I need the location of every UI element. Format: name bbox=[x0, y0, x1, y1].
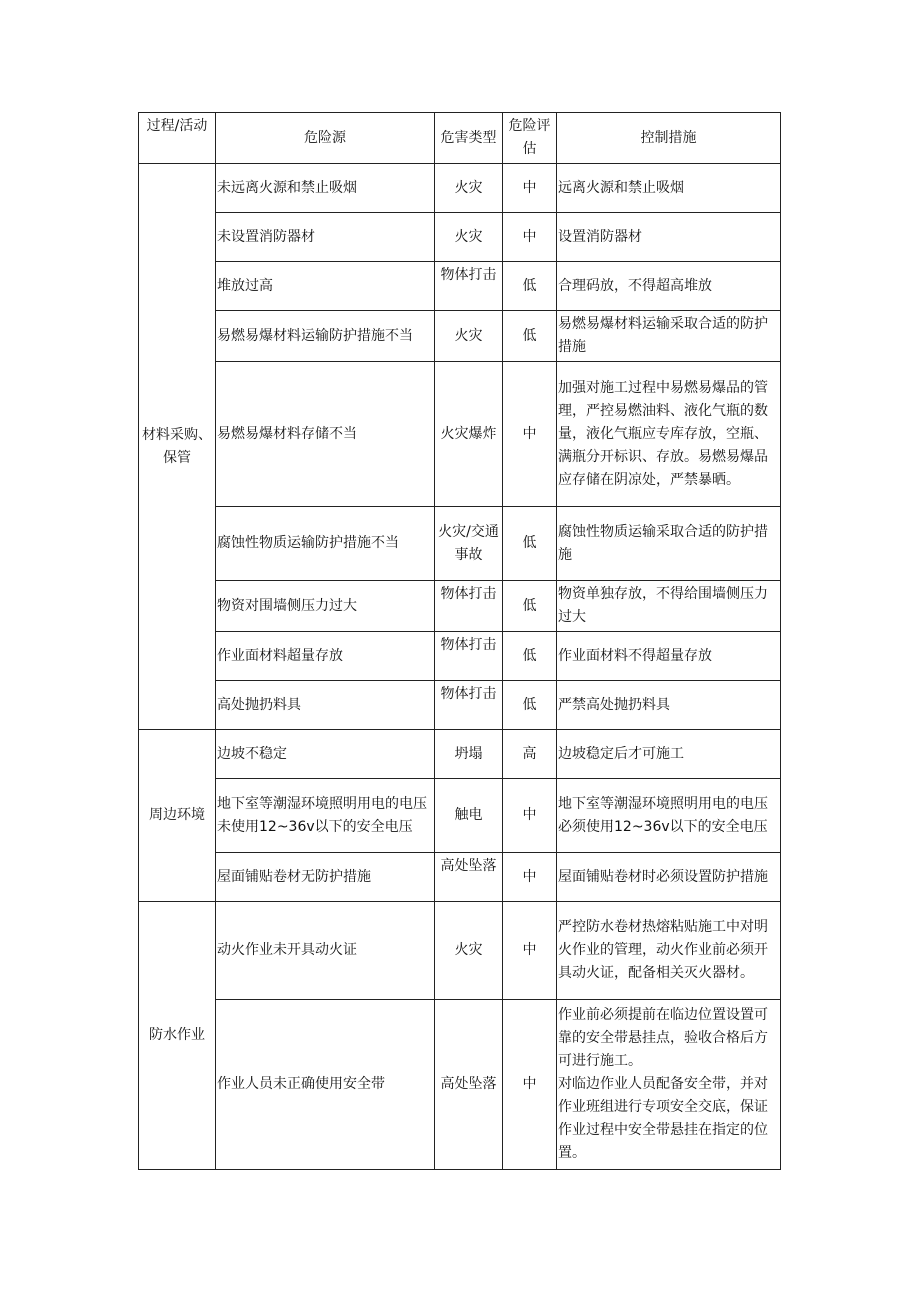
hazard-cell: 腐蚀性物质运输防护措施不当 bbox=[216, 507, 435, 581]
process-cell: 周边环境 bbox=[139, 730, 216, 902]
control-measure-cell bbox=[557, 779, 781, 853]
hazard-cell: 未设置消防器材 bbox=[216, 213, 435, 262]
hazard-cell: 堆放过高 bbox=[216, 262, 435, 311]
control-measure-text: 严禁高处抛扔料具 bbox=[558, 696, 670, 713]
risk-assessment-table bbox=[138, 112, 781, 1170]
risk-level-cell: 低 bbox=[503, 507, 557, 581]
hazard-cell: 边坡不稳定 bbox=[216, 730, 435, 779]
control-measure-text: 地下室等潮湿环境照明用电的电压必须使用12~36v以下的安全电压 bbox=[558, 795, 768, 835]
control-measure-cell bbox=[557, 262, 781, 311]
hazard-type-cell: 触电 bbox=[435, 779, 503, 853]
hazard-cell: 地下室等潮湿环境照明用电的电压未使用12~36v以下的安全电压 bbox=[216, 779, 435, 853]
risk-level-cell: 中 bbox=[503, 362, 557, 507]
header-row bbox=[139, 113, 781, 164]
control-measure-text: 腐蚀性物质运输采取合适的防护措施 bbox=[558, 523, 768, 563]
hazard-type-cell: 火灾 bbox=[435, 164, 503, 213]
header-control: 控制措施 bbox=[557, 113, 781, 164]
header-type: 危害类型 bbox=[435, 113, 503, 164]
control-measure-cell bbox=[557, 681, 781, 730]
hazard-cell: 高处抛扔料具 bbox=[216, 681, 435, 730]
process-cell: 材料采购、保管 bbox=[139, 164, 216, 730]
control-measure-cell bbox=[557, 362, 781, 507]
control-measure-text: 严控防水卷材热熔粘贴施工中对明火作业的管理，动火作业前必须开具动火证，配备相关灭火器材。 bbox=[558, 919, 768, 981]
control-measure-text: 易燃易爆材料运输采取合适的防护措施 bbox=[558, 316, 768, 355]
hazard-type-cell: 物体打击 bbox=[435, 681, 503, 730]
table-row bbox=[139, 311, 781, 362]
control-measure-text: 设置消防器材 bbox=[558, 228, 642, 245]
control-measure-cell bbox=[557, 1000, 781, 1170]
control-measure-text: 对临边作业人员配备安全带，并对作业班组进行专项安全交底，保证作业过程中安全带悬挂在指定的位置。 bbox=[558, 1076, 768, 1161]
table-body bbox=[139, 164, 781, 1170]
hazard-type-cell: 坍塌 bbox=[435, 730, 503, 779]
hazard-type-cell: 物体打击 bbox=[435, 581, 503, 632]
table-row bbox=[139, 902, 781, 1000]
table-row bbox=[139, 779, 781, 853]
header-process: 过程/活动 bbox=[139, 113, 216, 164]
table-row bbox=[139, 507, 781, 581]
process-cell: 防水作业 bbox=[139, 902, 216, 1170]
risk-level-cell: 高 bbox=[503, 730, 557, 779]
hazard-type-cell: 物体打击 bbox=[435, 632, 503, 681]
table-row bbox=[139, 1000, 781, 1170]
hazard-type-cell: 高处坠落 bbox=[435, 1000, 503, 1170]
control-measure-cell bbox=[557, 507, 781, 581]
hazard-type-cell: 物体打击 bbox=[435, 262, 503, 311]
control-measure-text: 物资单独存放，不得给围墙侧压力过大 bbox=[558, 586, 768, 625]
table-row bbox=[139, 730, 781, 779]
hazard-cell: 物资对围墙侧压力过大 bbox=[216, 581, 435, 632]
control-measure-cell bbox=[557, 902, 781, 1000]
control-measure-text: 加强对施工过程中易燃易爆品的管理，严控易燃油料、液化气瓶的数量，液化气瓶应专库存放，空瓶、满瓶分开标识、存放。易燃易爆品应存储在阴凉处，严禁暴晒。 bbox=[558, 379, 768, 488]
control-measure-cell bbox=[557, 164, 781, 213]
risk-level-cell: 中 bbox=[503, 902, 557, 1000]
control-measure-text: 边坡稳定后才可施工 bbox=[558, 745, 684, 762]
risk-level-cell: 中 bbox=[503, 1000, 557, 1170]
hazard-cell: 屋面铺贴卷材无防护措施 bbox=[216, 853, 435, 902]
table-row bbox=[139, 681, 781, 730]
table-row bbox=[139, 262, 781, 311]
hazard-type-cell: 高处坠落 bbox=[435, 853, 503, 902]
control-measure-cell bbox=[557, 853, 781, 902]
control-measure-text: 屋面铺贴卷材时必须设置防护措施 bbox=[558, 868, 768, 885]
header-hazard: 危险源 bbox=[216, 113, 435, 164]
hazard-cell: 作业面材料超量存放 bbox=[216, 632, 435, 681]
control-measure-cell bbox=[557, 632, 781, 681]
risk-level-cell: 低 bbox=[503, 632, 557, 681]
risk-level-cell: 低 bbox=[503, 681, 557, 730]
control-measure-text: 远离火源和禁止吸烟 bbox=[558, 179, 684, 196]
table-row bbox=[139, 853, 781, 902]
risk-level-cell: 低 bbox=[503, 262, 557, 311]
hazard-type-cell: 火灾 bbox=[435, 311, 503, 362]
hazard-type-cell: 火灾 bbox=[435, 902, 503, 1000]
hazard-type-cell: 火灾 bbox=[435, 213, 503, 262]
risk-level-cell: 中 bbox=[503, 213, 557, 262]
hazard-type-cell: 火灾爆炸 bbox=[435, 362, 503, 507]
risk-level-cell: 低 bbox=[503, 581, 557, 632]
hazard-cell: 作业人员未正确使用安全带 bbox=[216, 1000, 435, 1170]
header-assessment: 危险评估 bbox=[503, 113, 557, 164]
control-measure-text: 作业前必须提前在临边位置设置可靠的安全带悬挂点，验收合格后方可进行施工。 bbox=[558, 1007, 768, 1069]
control-measure-cell bbox=[557, 311, 781, 362]
risk-level-cell: 中 bbox=[503, 164, 557, 213]
control-measure-cell bbox=[557, 581, 781, 632]
table-row bbox=[139, 213, 781, 262]
control-measure-text: 作业面材料不得超量存放 bbox=[558, 647, 712, 664]
table-row bbox=[139, 362, 781, 507]
hazard-cell: 易燃易爆材料存储不当 bbox=[216, 362, 435, 507]
risk-level-cell: 低 bbox=[503, 311, 557, 362]
risk-level-cell: 中 bbox=[503, 853, 557, 902]
hazard-type-cell: 火灾/交通事故 bbox=[435, 507, 503, 581]
control-measure-cell bbox=[557, 213, 781, 262]
hazard-cell: 动火作业未开具动火证 bbox=[216, 902, 435, 1000]
table-row bbox=[139, 164, 781, 213]
hazard-cell: 未远离火源和禁止吸烟 bbox=[216, 164, 435, 213]
hazard-cell: 易燃易爆材料运输防护措施不当 bbox=[216, 311, 435, 362]
table-row bbox=[139, 632, 781, 681]
control-measure-text: 合理码放，不得超高堆放 bbox=[558, 277, 712, 294]
risk-level-cell: 中 bbox=[503, 779, 557, 853]
control-measure-cell bbox=[557, 730, 781, 779]
table-row bbox=[139, 581, 781, 632]
